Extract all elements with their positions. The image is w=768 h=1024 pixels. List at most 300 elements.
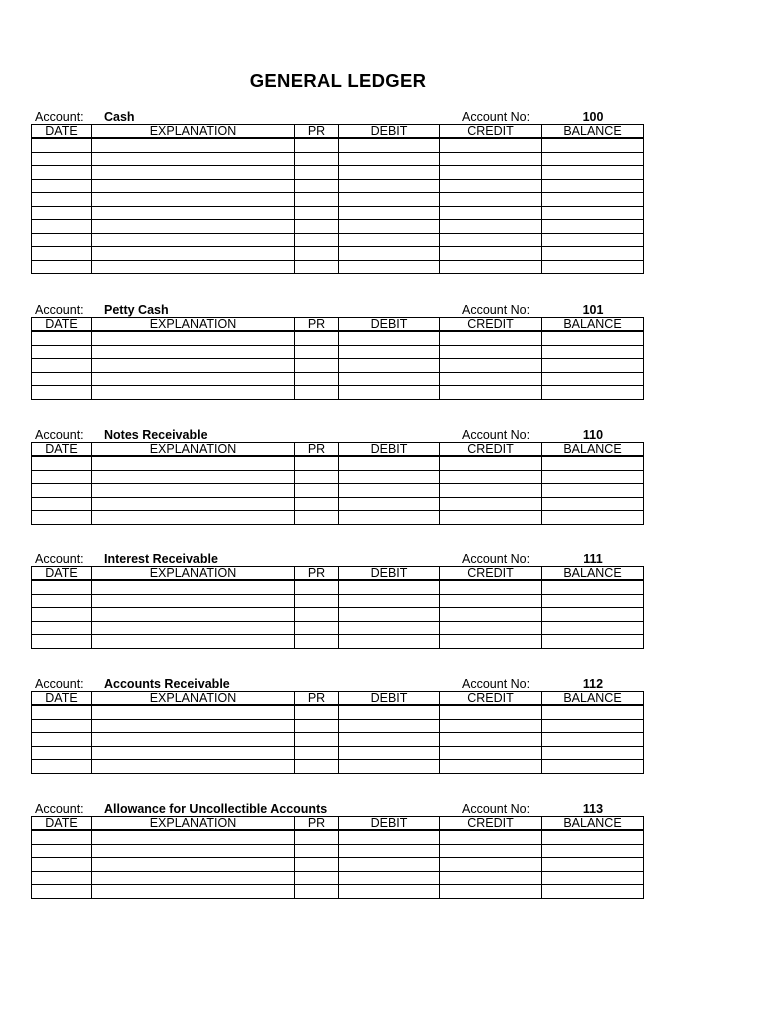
ledger-row (32, 152, 644, 166)
credit-cell[interactable] (440, 484, 542, 498)
date-cell[interactable] (32, 152, 92, 166)
date-cell[interactable] (32, 511, 92, 525)
account-label: Account: (35, 428, 84, 442)
column-header-pr: PR (295, 692, 339, 706)
explanation-cell[interactable] (92, 830, 295, 844)
pr-cell[interactable] (295, 331, 339, 345)
balance-cell[interactable] (542, 885, 644, 899)
pr-cell[interactable] (295, 260, 339, 274)
credit-cell[interactable] (440, 635, 542, 649)
credit-cell[interactable] (440, 179, 542, 193)
explanation-cell[interactable] (92, 858, 295, 872)
explanation-cell[interactable] (92, 152, 295, 166)
explanation-cell[interactable] (92, 484, 295, 498)
explanation-cell[interactable] (92, 166, 295, 180)
credit-cell[interactable] (440, 871, 542, 885)
ledger-row (32, 484, 644, 498)
column-header-credit: CREDIT (440, 567, 542, 581)
credit-cell[interactable] (440, 247, 542, 261)
balance-cell[interactable] (542, 719, 644, 733)
column-header-debit: DEBIT (339, 125, 440, 139)
ledger-header-row (32, 817, 644, 831)
account-header (31, 802, 643, 816)
date-cell[interactable] (32, 830, 92, 844)
column-header-balance: BALANCE (542, 692, 644, 706)
debit-cell[interactable] (339, 760, 440, 774)
credit-cell[interactable] (440, 152, 542, 166)
ledger-row (32, 635, 644, 649)
explanation-cell[interactable] (92, 193, 295, 207)
column-header-credit: CREDIT (440, 125, 542, 139)
ledger-account-100 (31, 110, 643, 274)
date-cell[interactable] (32, 179, 92, 193)
pr-cell[interactable] (295, 138, 339, 152)
debit-cell[interactable] (339, 359, 440, 373)
ledger-row (32, 746, 644, 760)
pr-cell[interactable] (295, 733, 339, 747)
pr-cell[interactable] (295, 220, 339, 234)
column-header-explanation: EXPLANATION (92, 692, 295, 706)
balance-cell[interactable] (542, 206, 644, 220)
credit-cell[interactable] (440, 233, 542, 247)
pr-cell[interactable] (295, 247, 339, 261)
date-cell[interactable] (32, 331, 92, 345)
debit-cell[interactable] (339, 484, 440, 498)
date-cell[interactable] (32, 746, 92, 760)
debit-cell[interactable] (339, 456, 440, 470)
ledger-header-row (32, 125, 644, 139)
credit-cell[interactable] (440, 470, 542, 484)
column-header-explanation: EXPLANATION (92, 125, 295, 139)
date-cell[interactable] (32, 345, 92, 359)
ledger-row (32, 456, 644, 470)
debit-cell[interactable] (339, 885, 440, 899)
credit-cell[interactable] (440, 511, 542, 525)
column-header-explanation: EXPLANATION (92, 443, 295, 457)
account-number: 112 (582, 677, 604, 691)
ledger-account-101 (31, 303, 643, 400)
date-cell[interactable] (32, 858, 92, 872)
date-cell[interactable] (32, 719, 92, 733)
column-header-date: DATE (32, 443, 92, 457)
pr-cell[interactable] (295, 511, 339, 525)
pr-cell[interactable] (295, 635, 339, 649)
pr-cell[interactable] (295, 233, 339, 247)
balance-cell[interactable] (542, 331, 644, 345)
explanation-cell[interactable] (92, 372, 295, 386)
debit-cell[interactable] (339, 871, 440, 885)
debit-cell[interactable] (339, 331, 440, 345)
ledger-row (32, 885, 644, 899)
balance-cell[interactable] (542, 220, 644, 234)
explanation-cell[interactable] (92, 871, 295, 885)
balance-cell[interactable] (542, 166, 644, 180)
balance-cell[interactable] (542, 746, 644, 760)
pr-cell[interactable] (295, 760, 339, 774)
ledger-row (32, 858, 644, 872)
date-cell[interactable] (32, 484, 92, 498)
pr-cell[interactable] (295, 830, 339, 844)
credit-cell[interactable] (440, 858, 542, 872)
credit-cell[interactable] (440, 331, 542, 345)
pr-cell[interactable] (295, 497, 339, 511)
column-header-debit: DEBIT (339, 443, 440, 457)
date-cell[interactable] (32, 247, 92, 261)
credit-cell[interactable] (440, 193, 542, 207)
pr-cell[interactable] (295, 345, 339, 359)
column-header-balance: BALANCE (542, 318, 644, 332)
pr-cell[interactable] (295, 719, 339, 733)
column-header-balance: BALANCE (542, 817, 644, 831)
ledger-account-112 (31, 677, 643, 774)
credit-cell[interactable] (440, 372, 542, 386)
date-cell[interactable] (32, 635, 92, 649)
pr-cell[interactable] (295, 484, 339, 498)
balance-cell[interactable] (542, 830, 644, 844)
explanation-cell[interactable] (92, 206, 295, 220)
account-name: Petty Cash (104, 303, 169, 317)
debit-cell[interactable] (339, 746, 440, 760)
balance-cell[interactable] (542, 456, 644, 470)
balance-cell[interactable] (542, 760, 644, 774)
debit-cell[interactable] (339, 705, 440, 719)
debit-cell[interactable] (339, 206, 440, 220)
balance-cell[interactable] (542, 580, 644, 594)
column-header-date: DATE (32, 817, 92, 831)
ledger-row (32, 719, 644, 733)
pr-cell[interactable] (295, 871, 339, 885)
debit-cell[interactable] (339, 858, 440, 872)
debit-cell[interactable] (339, 345, 440, 359)
pr-cell[interactable] (295, 470, 339, 484)
credit-cell[interactable] (440, 830, 542, 844)
debit-cell[interactable] (339, 233, 440, 247)
ledger-table (31, 442, 644, 525)
date-cell[interactable] (32, 372, 92, 386)
credit-cell[interactable] (440, 621, 542, 635)
balance-cell[interactable] (542, 152, 644, 166)
explanation-cell[interactable] (92, 705, 295, 719)
debit-cell[interactable] (339, 830, 440, 844)
column-header-date: DATE (32, 692, 92, 706)
account-number-label: Account No: (462, 677, 531, 691)
balance-cell[interactable] (542, 608, 644, 622)
pr-cell[interactable] (295, 746, 339, 760)
credit-cell[interactable] (440, 705, 542, 719)
explanation-cell[interactable] (92, 497, 295, 511)
account-number: 111 (583, 552, 603, 566)
date-cell[interactable] (32, 594, 92, 608)
debit-cell[interactable] (339, 470, 440, 484)
balance-cell[interactable] (542, 635, 644, 649)
balance-cell[interactable] (542, 705, 644, 719)
debit-cell[interactable] (339, 193, 440, 207)
ledger-row (32, 497, 644, 511)
column-header-balance: BALANCE (542, 443, 644, 457)
pr-cell[interactable] (295, 193, 339, 207)
debit-cell[interactable] (339, 719, 440, 733)
explanation-cell[interactable] (92, 580, 295, 594)
debit-cell[interactable] (339, 179, 440, 193)
ledger-row (32, 621, 644, 635)
explanation-cell[interactable] (92, 621, 295, 635)
credit-cell[interactable] (440, 345, 542, 359)
credit-cell[interactable] (440, 844, 542, 858)
pr-cell[interactable] (295, 386, 339, 400)
pr-cell[interactable] (295, 152, 339, 166)
column-header-debit: DEBIT (339, 817, 440, 831)
date-cell[interactable] (32, 608, 92, 622)
ledger-account-113 (31, 802, 643, 899)
account-number: 110 (582, 428, 604, 442)
pr-cell[interactable] (295, 372, 339, 386)
pr-cell[interactable] (295, 885, 339, 899)
column-header-date: DATE (32, 125, 92, 139)
account-number: 113 (582, 802, 604, 816)
date-cell[interactable] (32, 871, 92, 885)
ledger-row (32, 511, 644, 525)
balance-cell[interactable] (542, 871, 644, 885)
pr-cell[interactable] (295, 179, 339, 193)
account-header (31, 110, 643, 124)
account-label: Account: (35, 552, 84, 566)
balance-cell[interactable] (542, 233, 644, 247)
ledger-row (32, 372, 644, 386)
pr-cell[interactable] (295, 705, 339, 719)
ledger-account-110 (31, 428, 643, 525)
explanation-cell[interactable] (92, 233, 295, 247)
credit-cell[interactable] (440, 760, 542, 774)
credit-cell[interactable] (440, 885, 542, 899)
credit-cell[interactable] (440, 594, 542, 608)
debit-cell[interactable] (339, 386, 440, 400)
credit-cell[interactable] (440, 456, 542, 470)
explanation-cell[interactable] (92, 138, 295, 152)
explanation-cell[interactable] (92, 456, 295, 470)
date-cell[interactable] (32, 359, 92, 373)
ledger-header-row (32, 567, 644, 581)
explanation-cell[interactable] (92, 608, 295, 622)
date-cell[interactable] (32, 206, 92, 220)
explanation-cell[interactable] (92, 179, 295, 193)
column-header-pr: PR (295, 817, 339, 831)
ledger-row (32, 331, 644, 345)
date-cell[interactable] (32, 233, 92, 247)
balance-cell[interactable] (542, 359, 644, 373)
pr-cell[interactable] (295, 844, 339, 858)
date-cell[interactable] (32, 885, 92, 899)
credit-cell[interactable] (440, 608, 542, 622)
balance-cell[interactable] (542, 484, 644, 498)
explanation-cell[interactable] (92, 733, 295, 747)
account-header (31, 552, 643, 566)
balance-cell[interactable] (542, 386, 644, 400)
column-header-debit: DEBIT (339, 692, 440, 706)
ledger-row (32, 830, 644, 844)
debit-cell[interactable] (339, 497, 440, 511)
date-cell[interactable] (32, 220, 92, 234)
ledger-row (32, 594, 644, 608)
balance-cell[interactable] (542, 193, 644, 207)
explanation-cell[interactable] (92, 746, 295, 760)
column-header-credit: CREDIT (440, 443, 542, 457)
pr-cell[interactable] (295, 858, 339, 872)
explanation-cell[interactable] (92, 331, 295, 345)
ledger-header-row (32, 692, 644, 706)
balance-cell[interactable] (542, 621, 644, 635)
ledger-row (32, 179, 644, 193)
explanation-cell[interactable] (92, 635, 295, 649)
pr-cell[interactable] (295, 166, 339, 180)
debit-cell[interactable] (339, 511, 440, 525)
credit-cell[interactable] (440, 733, 542, 747)
balance-cell[interactable] (542, 858, 644, 872)
credit-cell[interactable] (440, 386, 542, 400)
balance-cell[interactable] (542, 138, 644, 152)
ledger-row (32, 470, 644, 484)
ledger-table (31, 691, 644, 774)
debit-cell[interactable] (339, 372, 440, 386)
debit-cell[interactable] (339, 260, 440, 274)
explanation-cell[interactable] (92, 760, 295, 774)
date-cell[interactable] (32, 844, 92, 858)
pr-cell[interactable] (295, 580, 339, 594)
ledger-row (32, 206, 644, 220)
debit-cell[interactable] (339, 152, 440, 166)
balance-cell[interactable] (542, 511, 644, 525)
credit-cell[interactable] (440, 138, 542, 152)
ledger-table (31, 317, 644, 400)
credit-cell[interactable] (440, 746, 542, 760)
date-cell[interactable] (32, 621, 92, 635)
account-label: Account: (35, 303, 84, 317)
balance-cell[interactable] (542, 733, 644, 747)
explanation-cell[interactable] (92, 594, 295, 608)
column-header-pr: PR (295, 318, 339, 332)
ledger-row (32, 705, 644, 719)
ledger-row (32, 608, 644, 622)
credit-cell[interactable] (440, 206, 542, 220)
explanation-cell[interactable] (92, 719, 295, 733)
credit-cell[interactable] (440, 166, 542, 180)
balance-cell[interactable] (542, 594, 644, 608)
pr-cell[interactable] (295, 608, 339, 622)
pr-cell[interactable] (295, 621, 339, 635)
date-cell[interactable] (32, 386, 92, 400)
debit-cell[interactable] (339, 594, 440, 608)
debit-cell[interactable] (339, 580, 440, 594)
column-header-balance: BALANCE (542, 567, 644, 581)
debit-cell[interactable] (339, 220, 440, 234)
explanation-cell[interactable] (92, 359, 295, 373)
account-number-label: Account No: (462, 552, 531, 566)
column-header-pr: PR (295, 125, 339, 139)
account-header (31, 303, 643, 317)
debit-cell[interactable] (339, 608, 440, 622)
date-cell[interactable] (32, 580, 92, 594)
column-header-pr: PR (295, 443, 339, 457)
credit-cell[interactable] (440, 580, 542, 594)
credit-cell[interactable] (440, 260, 542, 274)
credit-cell[interactable] (440, 719, 542, 733)
ledger-table (31, 124, 644, 274)
date-cell[interactable] (32, 705, 92, 719)
ledger-row (32, 166, 644, 180)
explanation-cell[interactable] (92, 260, 295, 274)
balance-cell[interactable] (542, 844, 644, 858)
ledger-row (32, 733, 644, 747)
ledger-account-111 (31, 552, 643, 649)
account-number-label: Account No: (462, 802, 531, 816)
explanation-cell[interactable] (92, 220, 295, 234)
explanation-cell[interactable] (92, 470, 295, 484)
balance-cell[interactable] (542, 345, 644, 359)
balance-cell[interactable] (542, 247, 644, 261)
date-cell[interactable] (32, 138, 92, 152)
date-cell[interactable] (32, 260, 92, 274)
account-number: 100 (582, 110, 604, 124)
explanation-cell[interactable] (92, 386, 295, 400)
credit-cell[interactable] (440, 497, 542, 511)
pr-cell[interactable] (295, 456, 339, 470)
debit-cell[interactable] (339, 635, 440, 649)
account-number: 101 (582, 303, 604, 317)
date-cell[interactable] (32, 760, 92, 774)
ledger-header-row (32, 443, 644, 457)
credit-cell[interactable] (440, 220, 542, 234)
debit-cell[interactable] (339, 138, 440, 152)
balance-cell[interactable] (542, 497, 644, 511)
date-cell[interactable] (32, 497, 92, 511)
account-name: Accounts Receivable (104, 677, 230, 691)
debit-cell[interactable] (339, 166, 440, 180)
pr-cell[interactable] (295, 206, 339, 220)
date-cell[interactable] (32, 193, 92, 207)
explanation-cell[interactable] (92, 247, 295, 261)
date-cell[interactable] (32, 733, 92, 747)
balance-cell[interactable] (542, 372, 644, 386)
pr-cell[interactable] (295, 359, 339, 373)
explanation-cell[interactable] (92, 511, 295, 525)
date-cell[interactable] (32, 456, 92, 470)
date-cell[interactable] (32, 470, 92, 484)
credit-cell[interactable] (440, 359, 542, 373)
ledger-row (32, 844, 644, 858)
account-label: Account: (35, 110, 84, 124)
debit-cell[interactable] (339, 844, 440, 858)
column-header-debit: DEBIT (339, 567, 440, 581)
ledger-row (32, 760, 644, 774)
explanation-cell[interactable] (92, 844, 295, 858)
column-header-pr: PR (295, 567, 339, 581)
balance-cell[interactable] (542, 260, 644, 274)
explanation-cell[interactable] (92, 885, 295, 899)
pr-cell[interactable] (295, 594, 339, 608)
ledger-table (31, 816, 644, 899)
debit-cell[interactable] (339, 247, 440, 261)
account-name: Cash (104, 110, 135, 124)
ledger-row (32, 233, 644, 247)
column-header-explanation: EXPLANATION (92, 567, 295, 581)
explanation-cell[interactable] (92, 345, 295, 359)
debit-cell[interactable] (339, 733, 440, 747)
debit-cell[interactable] (339, 621, 440, 635)
date-cell[interactable] (32, 166, 92, 180)
account-label: Account: (35, 802, 84, 816)
balance-cell[interactable] (542, 470, 644, 484)
account-number-label: Account No: (462, 110, 531, 124)
balance-cell[interactable] (542, 179, 644, 193)
